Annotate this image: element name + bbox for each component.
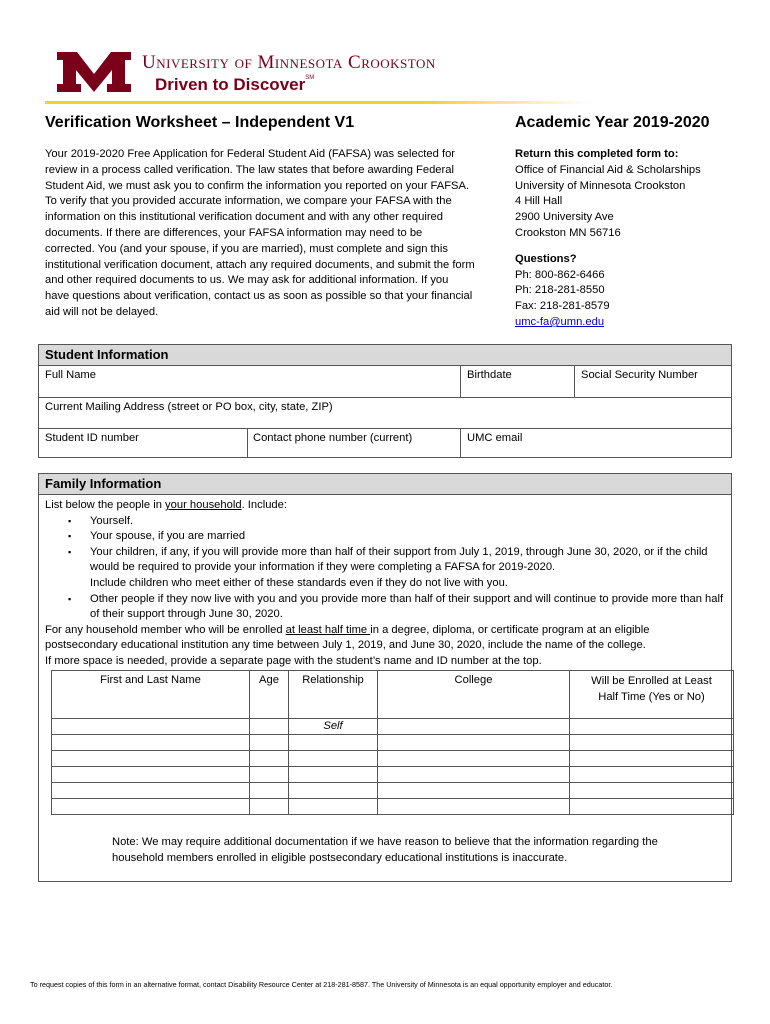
university-name: [142, 52, 436, 74]
tagline-text: Driven to Discover: [155, 75, 306, 94]
family-info-heading: Family Information: [39, 474, 731, 495]
building: 4 Hill Hall: [515, 195, 563, 208]
phone-1: Ph: 800-862-6466: [515, 268, 605, 281]
col-college-header: College: [378, 671, 570, 719]
service-mark: SM: [305, 75, 315, 81]
contact-university: University of Minnesota Crookston: [515, 179, 686, 192]
ssn-field[interactable]: Social Security Number: [581, 369, 698, 381]
student-id-field[interactable]: Student ID number: [45, 432, 139, 444]
full-name-field[interactable]: Full Name: [45, 369, 96, 381]
student-information-section: [38, 344, 732, 458]
household-table: [51, 670, 734, 815]
list-item: ▪ Your children, if any, if you will provide more than half of their support from July 1, 2019, through June 30, 2020, or if the child would be required to provide your information if they were completing a FAFSA for 2019-2020. Include children who meet either of these standards even if they do not live with you.: [90, 545, 725, 592]
age-cell[interactable]: [250, 719, 289, 735]
header-rule: [45, 101, 590, 104]
contact-phone-field[interactable]: Contact phone number (current): [253, 432, 413, 444]
phone-2: Ph: 218-281-8550: [515, 284, 605, 297]
table-row: [52, 799, 734, 815]
table-row: [52, 783, 734, 799]
relationship-self: Self: [289, 719, 378, 735]
col-name-header: First and Last Name: [52, 671, 250, 719]
list-item: ▪ Yourself.: [90, 514, 725, 530]
mailing-address-field[interactable]: Current Mailing Address (street or PO box, city, state, ZIP): [45, 401, 333, 413]
table-header-row: [52, 671, 734, 719]
city: Crookston MN 56716: [515, 226, 621, 239]
table-row: [52, 735, 734, 751]
fax: Fax: 218-281-8579: [515, 300, 610, 313]
tagline: [155, 75, 314, 95]
documentation-note: Note: We may require additional documentation if we have reason to believe that the information regarding the household members enrolled in eligible postsecondary educational institutions is inaccurate.: [112, 836, 658, 864]
family-instructions: [45, 498, 725, 670]
col-age-header: Age: [250, 671, 289, 719]
list-item: ▪ Your spouse, if you are married: [90, 529, 725, 545]
household-list: [45, 514, 725, 623]
table-row: [52, 719, 734, 735]
table-row: [52, 751, 734, 767]
questions-heading: Questions?: [515, 252, 577, 265]
street: 2900 University Ave: [515, 211, 614, 224]
university-name-text: University of Minnesota Crookston: [142, 52, 436, 73]
col-enrolled-header: Will be Enrolled at Least Half Time (Yes or No): [570, 671, 734, 719]
table-row: [52, 767, 734, 783]
contact-block: [515, 147, 735, 331]
birthdate-field[interactable]: Birthdate: [467, 369, 512, 381]
academic-year: Academic Year 2019-2020: [515, 114, 710, 131]
student-info-heading: Student Information: [39, 345, 731, 366]
name-cell[interactable]: [52, 719, 250, 735]
page-title: Verification Worksheet – Independent V1: [45, 114, 355, 131]
footer-text: To request copies of this form in an alternative format, contact Disability Resource Center at 218-281-8587. The University of Minnesota is an equal opportunity employer and educator.: [30, 980, 613, 989]
email-link[interactable]: umc-fa@umn.edu: [515, 315, 605, 328]
college-cell[interactable]: [378, 719, 570, 735]
enrolled-cell[interactable]: [570, 719, 734, 735]
more-space-instruction: If more space is needed, provide a separate page with the student’s name and ID number at the top.: [45, 654, 542, 667]
col-relationship-header: Relationship: [289, 671, 378, 719]
list-intro: List below the people in your household. Include:: [45, 499, 287, 511]
enrolled-instruction: For any household member who will be enrolled at least half time in a degree, diploma, or certificate program at an eligible postsecondary educational institution any time between July 1, 2019, and June 30, 2020, include the name of the college.: [45, 623, 650, 652]
umc-email-field[interactable]: UMC email: [467, 432, 523, 444]
list-item: ▪ Other people if they now live with you and you provide more than half of their support and will continue to provide more than half of their support through June 30, 2020.: [90, 592, 725, 623]
intro-paragraph: Your 2019-2020 Free Application for Federal Student Aid (FAFSA) was selected for review in a process called verification. The law states that before awarding Federal Student Aid, we must ask you to confirm the information you reported on your FAFSA. To verify that you provided accurate information, we compare your FAFSA with the information on this institutional verification document and with any other required documents. If there are differences, your FAFSA information may need to be corrected. You (and your spouse, if you are married), must complete and sign this institutional verification document, attach any required documents, and submit the form and other required documents to us. We may ask for additional information. If you have questions about verification, contact us as soon as possible so that your financial aid will not be delayed.: [45, 148, 475, 318]
return-heading: Return this completed form to:: [515, 148, 679, 160]
office-name: Office of Financial Aid & Scholarships: [515, 163, 701, 176]
university-m-logo: [55, 50, 133, 94]
